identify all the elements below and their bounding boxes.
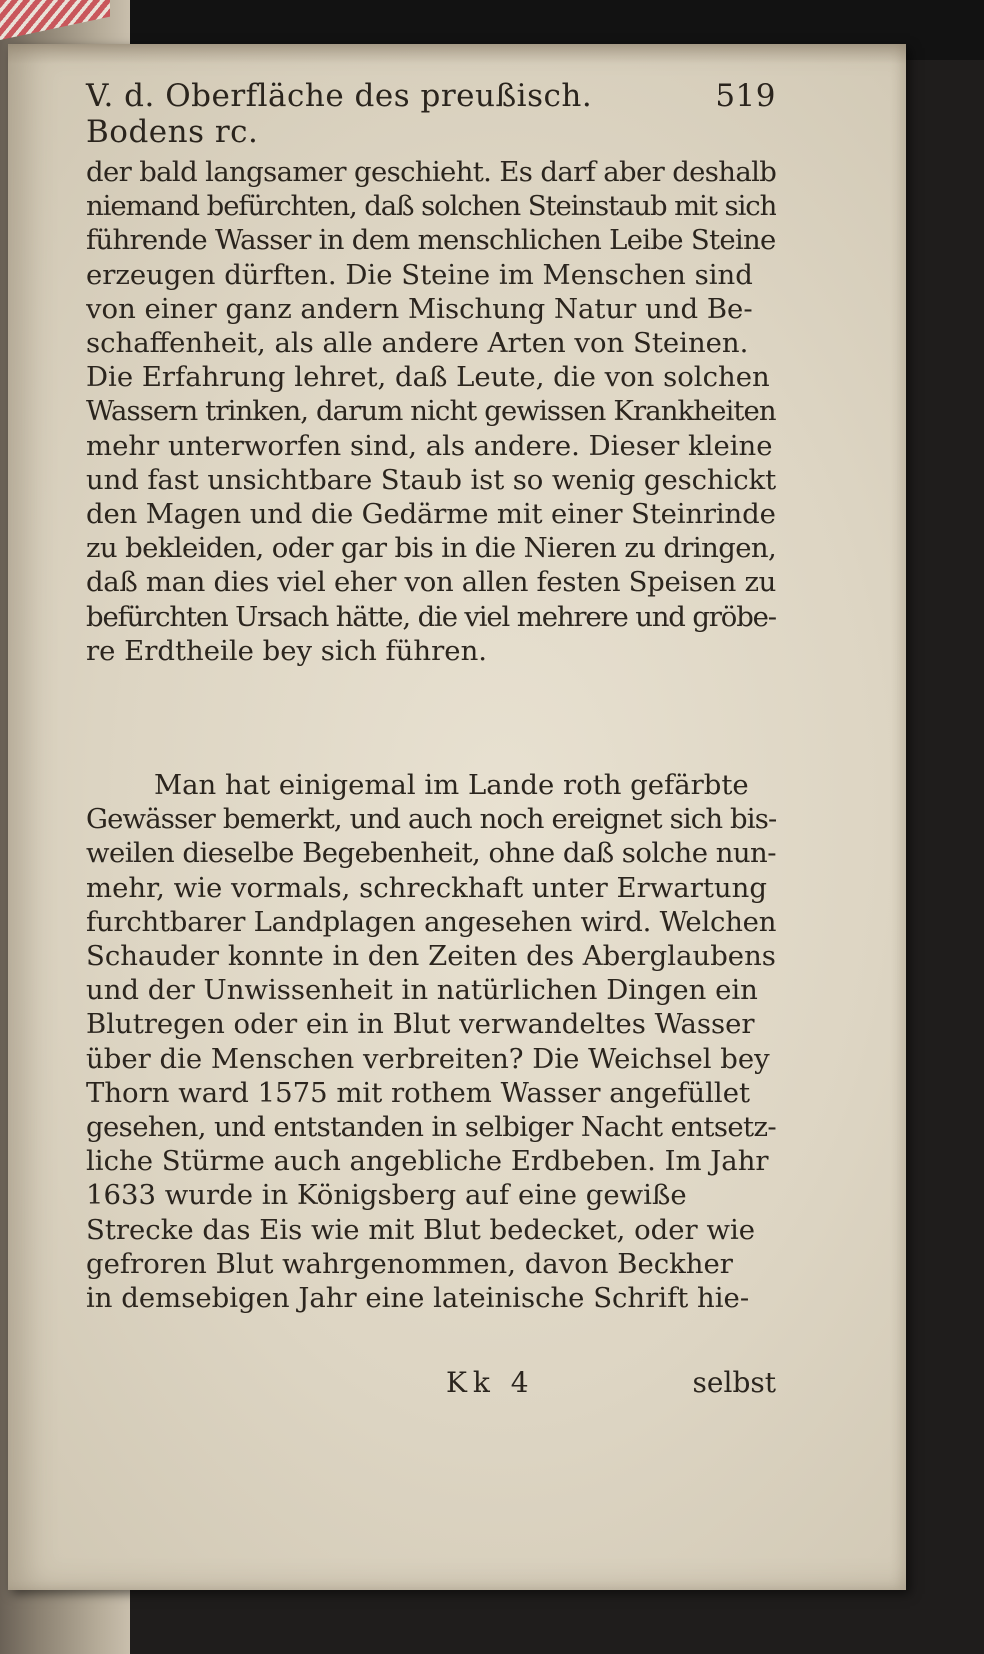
page-number: 519 — [715, 78, 776, 114]
paragraph-2 — [86, 768, 776, 1315]
text-line: 1633 wurde in Königsberg auf eine gewiße — [86, 1179, 687, 1212]
text-line: mehr, wie vormals, schreckhaft unter Erwartung — [86, 871, 767, 904]
text-line: der bald langsamer geschieht. Es darf aber deshalb — [86, 156, 776, 188]
text-line: Wassern trinken, darum nicht gewissen Krankheiten — [86, 395, 776, 428]
text-line: den Magen und die Gedärme mit einer Steinrinde — [86, 498, 776, 531]
text-line: Thorn ward 1575 mit rothem Wasser angefüllet — [86, 1076, 751, 1109]
running-header — [86, 78, 776, 150]
text-line: und fast unsichtbare Staub ist so wenig geschickt — [86, 463, 776, 496]
text-line: gesehen, und entstanden in selbiger Nacht entsetz- — [86, 1111, 776, 1144]
page-top-shadow — [8, 44, 906, 64]
text-line: furchtbarer Landplagen angesehen wird. Welchen — [86, 905, 776, 938]
catchword: selbst — [692, 1366, 776, 1399]
text-line: re Erdtheile bey sich führen. — [86, 634, 488, 667]
text-line: zu bekleiden, oder gar bis in die Nieren zu dringen, — [86, 532, 776, 565]
text-line: Man hat einigemal im Lande roth gefärbte — [154, 769, 749, 801]
page-footer — [86, 1366, 776, 1406]
text-line: gefroren Blut wahrgenommen, davon Beckher — [86, 1247, 733, 1280]
paragraph-1 — [86, 155, 776, 668]
text-line: mehr unterworfen sind, als andere. Dieser kleine — [86, 429, 773, 462]
text-line: über die Menschen verbreiten? Die Weichsel bey — [86, 1042, 770, 1075]
text-line: befürchten Ursach hätte, die viel mehrere und gröbe- — [86, 600, 776, 633]
text-line: Gewässer bemerkt, und auch noch ereignet sich bis- — [86, 803, 776, 836]
text-line: von einer ganz andern Mischung Natur und Be- — [86, 292, 753, 325]
text-line: schaffenheit, als alle andere Arten von Steinen. — [86, 327, 749, 360]
running-title: V. d. Oberfläche des preußisch. Bodens rc. — [86, 78, 593, 150]
text-line: in demsebigen Jahr eine lateinische Schrift hie- — [86, 1282, 750, 1315]
text-line: und der Unwissenheit in natürlichen Dingen ein — [86, 974, 758, 1007]
text-line: Die Erfahrung lehret, daß Leute, die von solchen — [86, 361, 770, 394]
signature-mark: Kk 4 — [446, 1366, 535, 1399]
text-line: liche Stürme auch angebliche Erdbeben. Im Jahr — [86, 1145, 769, 1178]
text-line: daß man dies viel eher von allen festen Speisen zu — [86, 566, 776, 599]
text-line: weilen dieselbe Begebenheit, ohne daß solche nun- — [86, 837, 776, 870]
text-line: Blutregen oder ein in Blut verwandeltes Wasser — [86, 1008, 755, 1041]
text-line: niemand befürchten, daß solchen Steinstaub mit sich — [86, 190, 776, 223]
text-line: Strecke das Eis wie mit Blut bedecket, oder wie — [86, 1213, 756, 1246]
text-line: erzeugen dürften. Die Steine im Menschen sind — [86, 258, 753, 291]
text-line: führende Wasser in dem menschlichen Leibe Steine — [86, 224, 776, 257]
text-line: Schauder konnte in den Zeiten des Aberglaubens — [86, 940, 776, 973]
